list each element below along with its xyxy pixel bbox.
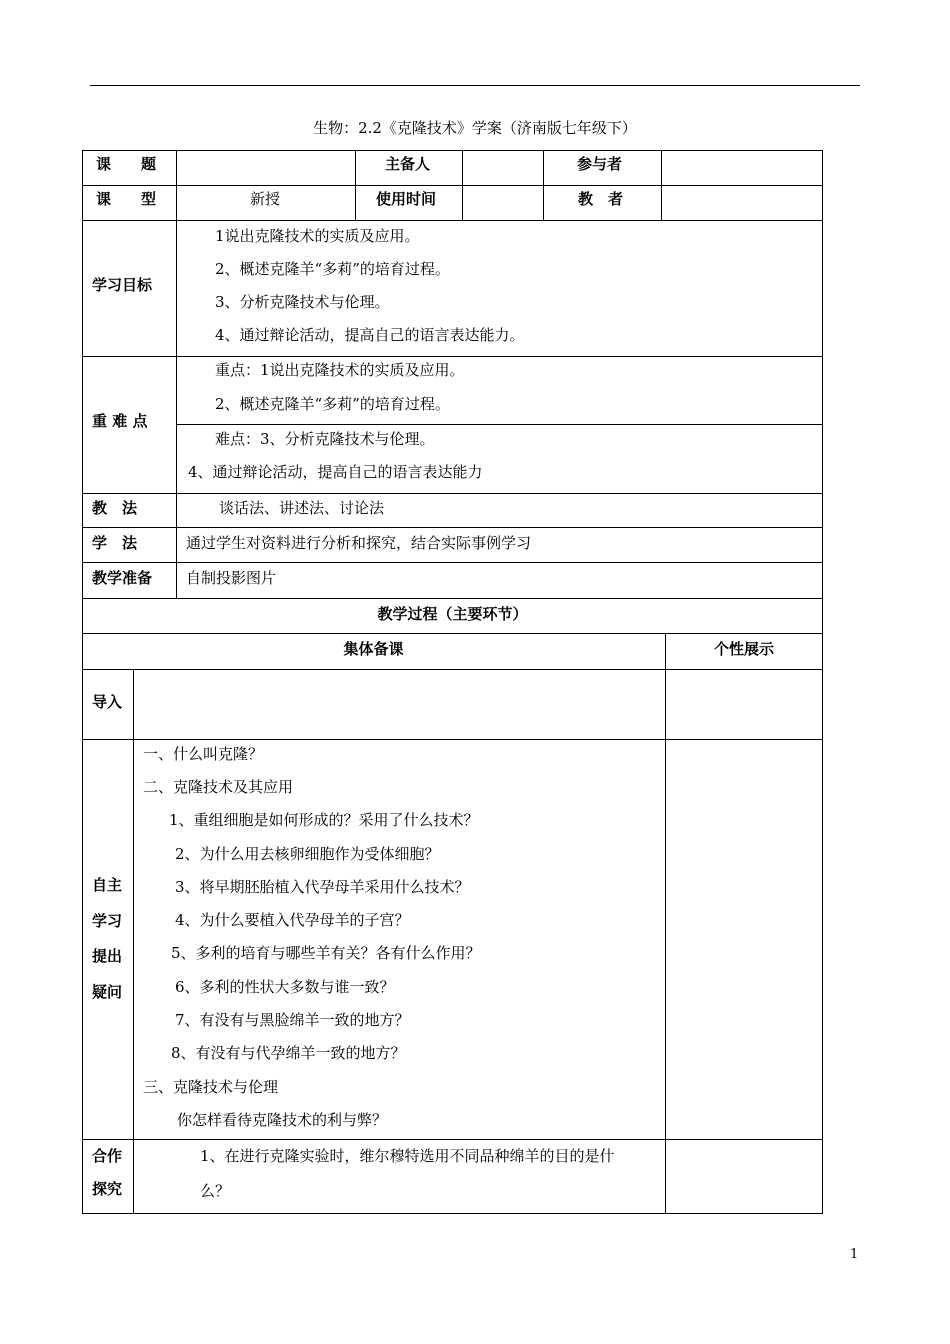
key-point: 2、概述克隆羊“多莉”的培育过程。 [215, 395, 450, 413]
learning-method-value: 通过学生对资料进行分析和探究，结合实际事例学习 [186, 534, 532, 552]
topic-label: 课 题 [96, 155, 157, 173]
personal-heading: 个性展示 [713, 640, 774, 658]
coop-label: 探究 [92, 1180, 123, 1198]
collective-heading: 集体备课 [343, 640, 404, 658]
objective-item: 4、通过辩论活动，提高自己的语言表达能力。 [215, 326, 525, 344]
time-label: 使用时间 [376, 190, 437, 208]
self-study-item: 你怎样看待克隆技术的利与弊？ [177, 1111, 388, 1129]
page-number: 1 [850, 1247, 859, 1262]
self-study-item: 二、克隆技术及其应用 [143, 778, 294, 796]
coop-item: 么？ [200, 1182, 231, 1200]
learning-method-label: 学 法 [92, 534, 138, 552]
process-heading: 教学过程（主要环节） [377, 605, 528, 623]
self-study-item: 3、将早期胚胎植入代孕母羊采用什么技术？ [175, 878, 470, 896]
self-study-item: 1、重组细胞是如何形成的？采用了什么技术？ [169, 811, 479, 829]
header-rule [90, 85, 860, 86]
type-value: 新授 [250, 190, 281, 208]
self-study-item: 7、有没有与黑脸绵羊一致的地方？ [175, 1011, 410, 1029]
self-study-item: 4、为什么要植入代孕母羊的子宫？ [175, 911, 410, 929]
teaching-method-value: 谈话法、讲述法、讨论法 [219, 499, 385, 517]
objective-item: 2、概述克隆羊“多莉”的培育过程。 [215, 260, 450, 278]
teaching-method-label: 教 法 [92, 499, 138, 517]
difficult-point: 4、通过辩论活动，提高自己的语言表达能力 [188, 463, 483, 481]
self-study-item: 2、为什么用去核卵细胞作为受体细胞？ [175, 845, 440, 863]
objective-item: 3、分析克隆技术与伦理。 [215, 293, 390, 311]
coop-item: 1、在进行克隆实验时，维尔穆特选用不同品种绵羊的目的是什 [200, 1147, 615, 1165]
difficult-point: 难点：3、分析克隆技术与伦理。 [215, 430, 435, 448]
self-study-label: 提出 [92, 947, 123, 965]
key-point: 重点：1说出克隆技术的实质及应用。 [215, 361, 465, 379]
participant-label: 参与者 [577, 155, 623, 173]
preparation-value: 自制投影图片 [186, 569, 277, 587]
objectives-label: 学习目标 [92, 276, 153, 294]
self-study-item: 一、什么叫克隆？ [143, 745, 264, 763]
self-study-item: 8、有没有与代孕绵羊一致的地方？ [171, 1044, 406, 1062]
intro-label: 导入 [92, 693, 123, 711]
self-study-item: 5、多利的培育与哪些羊有关？各有什么作用？ [171, 944, 481, 962]
self-study-item: 6、多利的性状大多数与谁一致？ [175, 978, 395, 996]
self-study-label: 自主 [92, 876, 123, 894]
page-title: 生物：2.2《克隆技术》学案（济南版七年级下） [313, 119, 637, 137]
self-study-label: 学习 [92, 912, 123, 930]
objective-item: 1说出克隆技术的实质及应用。 [215, 227, 420, 245]
coop-label: 合作 [92, 1147, 123, 1165]
self-study-item: 三、克隆技术与伦理 [143, 1078, 279, 1096]
key-points-label: 重 难 点 [92, 412, 148, 430]
teacher-label: 教 者 [578, 190, 624, 208]
preparation-label: 教学准备 [92, 569, 153, 587]
self-study-label: 疑问 [92, 983, 123, 1001]
lead-label: 主备人 [385, 155, 431, 173]
type-label: 课 型 [96, 190, 157, 208]
